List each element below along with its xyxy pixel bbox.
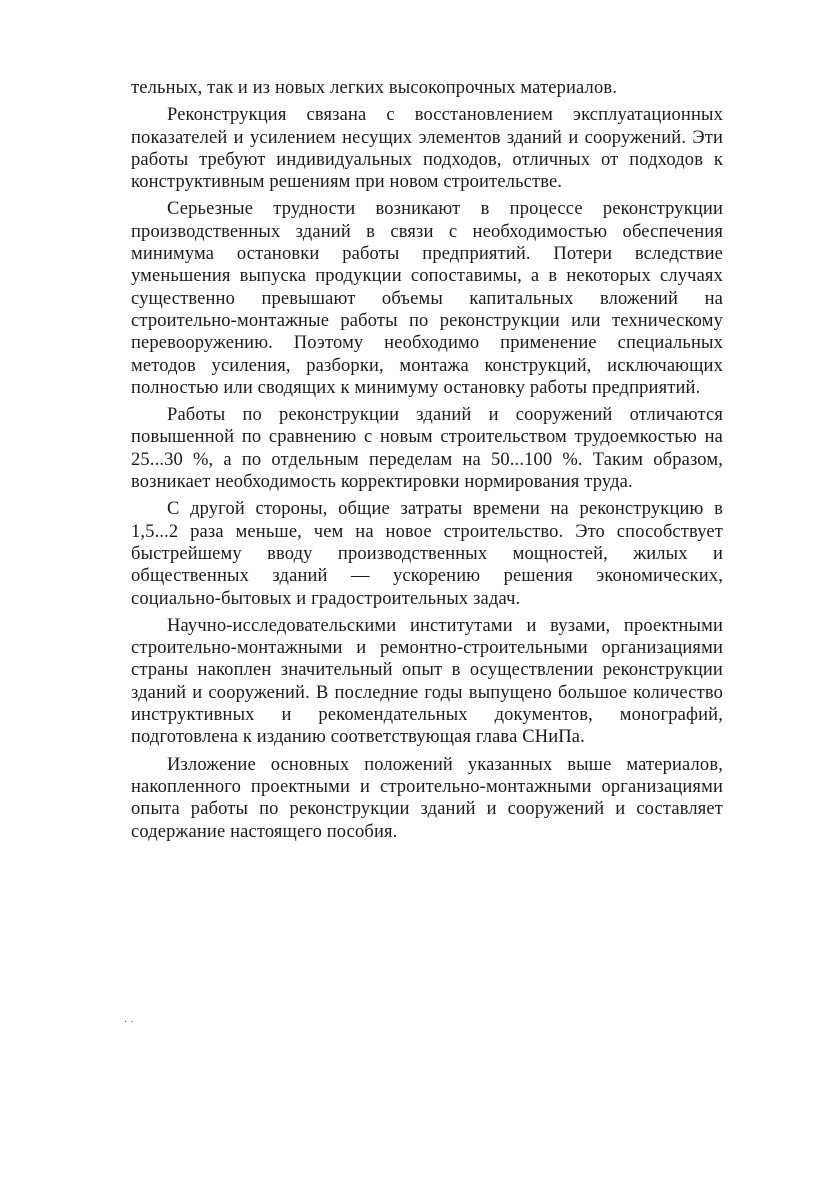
paragraph-4: Работы по реконструкции зданий и сооружений отличаются повышенной по сравнению с новым строительством трудоемкостью на 25...30 %, а по отдельным переделам на 50...100 %. Таким образом, возникает необходимость корректировки нормирования труда. <box>131 405 723 493</box>
paragraph-2: Реконструкция связана с восстановлением эксплуатационных показателей и усилением несущих элементов зданий и сооружений. Эти работы требуют индивидуальных подходов, отличных от подходов к конструктивным решениям при новом строительстве. <box>131 105 723 193</box>
paragraph-7: Изложение основных положений указанных выше материалов, накопленного проектными и строительно-монтажными организациями опыта работы по реконструкции зданий и сооружений и составляет содержание настоящего пособия. <box>131 754 723 842</box>
paragraph-3: Серьезные трудности возникают в процессе реконструкции производственных зданий в связи с необходимостью обеспечения минимума остановки работы предприятий. Потери вследствие уменьшения выпуска продукции сопоставимы, а в некоторых случаях существенно превышают объемы капитальных вложений на строительно-монтажные работы по реконструкции или техническому перевооружению. Поэтому необходимо применение специальных методов усиления, разборки, монтажа конструкций, исключающих полностью или сводящих к минимуму остановку работы предприятий. <box>131 199 723 398</box>
scan-speck: · · <box>124 1017 134 1028</box>
paragraph-6: Научно-исследовательскими институтами и вузами, проектными строительно-монтажными и ремонтно-строительными организациями страны накоплен значительный опыт в осуществлении реконструкции зданий и сооружений. В последние годы выпущено большое количество инструктивных и рекомендательных документов, монографий, подготовлена к изданию соответствующая глава СНиПа. <box>131 615 723 748</box>
document-body <box>131 77 723 848</box>
paragraph-1: тельных, так и из новых легких высокопрочных материалов. <box>131 78 618 98</box>
paragraph-5: С другой стороны, общие затраты времени на реконструкцию в 1,5...2 раза меньше, чем на новое строительство. Это способствует быстрейшему вводу производственных мощностей, жилых и общественных зданий — ускорению решения экономических, социально-бытовых и градостроительных задач. <box>131 499 723 609</box>
